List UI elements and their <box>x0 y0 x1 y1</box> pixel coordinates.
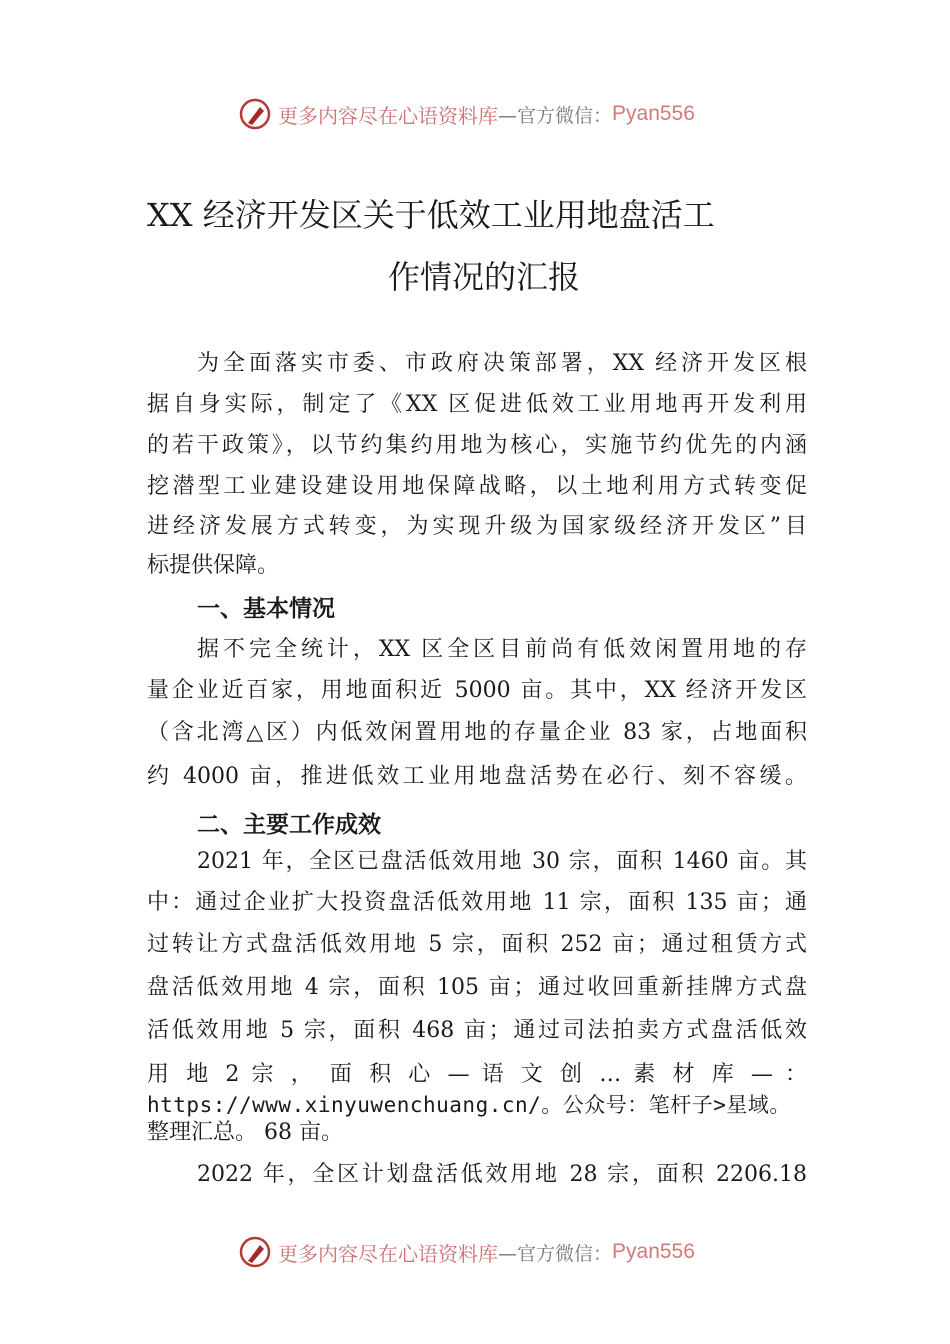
text-line: 据不完全统计，XX 区全区目前尚有低效闲置用地的存 <box>197 637 807 662</box>
text-line: 挖潜型工业建设建设用地保障战略，以土地利用方式转变促 <box>147 474 807 499</box>
text-line: 2021 年，全区已盘活低效用地 30 宗，面积 1460 亩。其 <box>197 849 807 874</box>
text-line: 的若干政策》，以节约集约用地为核心，实施节约优先的内涵 <box>147 433 807 458</box>
watermark-footer <box>238 1232 728 1272</box>
text-line: 2022 年，全区计划盘活低效用地 28 宗，面积 2206.18 <box>197 1162 807 1187</box>
text-line: 活低效用地 5 宗，面积 468 亩；通过司法拍卖方式盘活低效 <box>147 1018 807 1043</box>
text-line: 整理汇总。 68 亩。 <box>147 1120 343 1145</box>
doc-title-line-2: 作情况的汇报 <box>388 258 581 296</box>
text-line: 用 地 2 宗 ， 面 积 心 — 语 文 创 … 素 材 库 — ： <box>147 1062 807 1087</box>
doc-title-line-1: XX 经济开发区关于低效工业用地盘活工 <box>147 196 715 234</box>
text-line: 约 4000 亩，推进低效工业用地盘活势在必行、刻不容缓。 <box>147 764 807 789</box>
text-line: 中：通过企业扩大投资盘活低效用地 11 宗，面积 135 亩；通 <box>147 890 807 915</box>
text-line: 标提供保障。 <box>147 553 280 578</box>
text-line: 过转让方式盘活低效用地 5 宗，面积 252 亩；通过租赁方式 <box>147 932 807 957</box>
text-line: 量企业近百家，用地面积近 5000 亩。其中，XX 经济开发区 <box>147 678 807 703</box>
watermark-id: Pyan556 <box>612 102 695 125</box>
pen-logo-icon <box>238 1235 272 1269</box>
text-line: 盘活低效用地 4 宗，面积 105 亩；通过收回重新挂牌方式盘 <box>147 975 807 1000</box>
watermark-brand: 更多内容尽在心语资料库 <box>278 1241 498 1266</box>
section-heading-2: 二、主要工作成效 <box>197 812 381 838</box>
text-line: （含北湾△区）内低效闲置用地的存量企业 83 家，占地面积 <box>147 720 807 745</box>
section-heading-1: 一、基本情况 <box>197 596 335 622</box>
text-line: 据自身实际，制定了《XX 区促进低效工业用地再开发利用 <box>147 392 807 417</box>
pen-logo-icon <box>238 97 272 131</box>
watermark-sep: —官方微信： <box>498 1242 613 1265</box>
watermark-sep: —官方微信： <box>498 104 613 127</box>
watermark-brand: 更多内容尽在心语资料库 <box>278 103 498 128</box>
text-line: 为全面落实市委、市政府决策部署，XX 经济开发区根 <box>197 351 807 376</box>
text-line: 进经济发展方式转变，为实现升级为国家级经济开发区”目 <box>147 514 807 539</box>
watermark-id: Pyan556 <box>612 1240 695 1263</box>
watermark-header <box>238 94 728 134</box>
text-line: https://www.xinyuwenchuang.cn/。公众号：笔杆子>星域。 <box>147 1093 791 1117</box>
